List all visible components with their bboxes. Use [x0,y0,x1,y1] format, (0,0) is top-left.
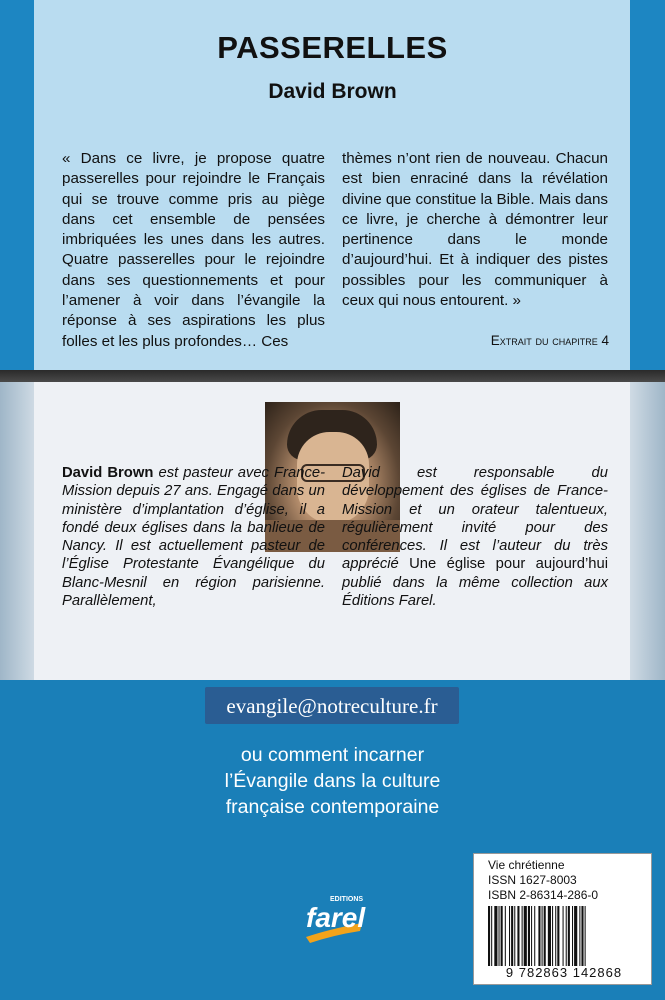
barcode-bar [579,906,580,966]
bio-text-right [342,464,608,610]
barcode-bar [581,906,583,966]
quote-source: Extrait du chapitre 4 [490,333,609,348]
barcode-bars [488,906,640,966]
tagline-line-2: l’Évangile dans la culture [224,770,441,792]
barcode-bar [544,906,546,966]
logo-editions-text: EDITIONS [330,896,364,903]
barcode-bar [566,906,567,966]
barcode-bar [542,906,543,966]
barcode-bar [509,906,510,966]
isbn-label: ISBN 2-86314-286-0 [488,888,599,902]
bio-right-body-a: David est responsable du développement des églises de France-Mission et un orateur talentueux, régulièrement invité pour des conférences. Il est l’auteur du très apprécié [342,465,608,573]
barcode-bar [534,906,535,966]
barcode-bar [557,906,559,966]
barcode-bar [491,906,492,966]
separator-band [0,370,665,382]
barcode-bar [514,906,515,966]
barcode-bar [585,906,586,966]
tagline-line-1: ou comment incarner [240,744,425,766]
barcode-bar [522,906,523,966]
barcode-bar [511,906,513,966]
barcode-bar [524,906,527,966]
series-email: evangile@notreculture.fr [226,694,438,718]
barcode-bar [499,906,500,966]
quote-text-left: « Dans ce livre, je propose quatre passerelles pour rejoindre le Français qui se trouve comme pris au piège dans cet ensemble de pensées imbriquées les unes dans les autres. Quatre passerelles pour le rejoindre dans ses questionnements et pour l’amener à voir dans l’évangile la réponse à ses aspirations les plus folles et les plus profondes… Ces [62,150,325,350]
ean-number: 9 782863 142868 [505,965,623,980]
bio-book-title: Une église pour aujourd’hui [409,556,609,573]
barcode-bar [572,906,573,966]
barcode-bar [531,906,532,966]
barcode-bar [568,906,570,966]
bio-author-name: David Brown [62,465,154,481]
barcode-bar [538,906,540,966]
barcode-bar [563,906,564,966]
book-title: PASSERELLES [217,30,448,65]
barcode-bar [528,906,530,966]
barcode-bar [555,906,556,966]
bio-text-left [62,464,325,610]
issn-label: ISSN 1627-8003 [488,873,577,887]
barcode-bar [574,906,577,966]
barcode-bar [488,906,490,966]
bio-left-body: est pasteur avec France-Mission depuis 27 ans. Engagé dans un ministère d’implantation d’église, il a fondé deux églises dans la banlieue de Nancy. Il est actuellement pasteur de l’Église Protestante Évangélique du Blanc-Mesnil en région parisienne. Parallèlement, [62,465,326,610]
tagline-line-3: française contemporaine [225,796,440,818]
barcode-bar [501,906,503,966]
barcode-bar [505,906,506,966]
collection-label: Vie chrétienne [488,858,565,872]
publisher-logo [300,893,366,945]
barcode-bar [548,906,551,966]
book-author: David Brown [268,80,397,103]
barcode-bar [517,906,519,966]
bio-right-body-b: publié dans la même collection aux Éditions Farel. [342,574,608,610]
logo-farel-text: farel [306,902,366,933]
barcode-panel [473,853,652,985]
barcode-bar [552,906,553,966]
series-tagline [0,742,665,820]
quote-text-right: thèmes n’ont rien de nouveau. Chacun est bien enraciné dans la révélation divine que constitue la Bible. Mais dans ce livre, je cherche à démontrer leur pertinence dans le monde d’aujourd’hui. Et à indiquer des pistes possibles pour les communiquer à ceux qui nous entourent. » [342,150,608,310]
barcode-bar [494,906,497,966]
